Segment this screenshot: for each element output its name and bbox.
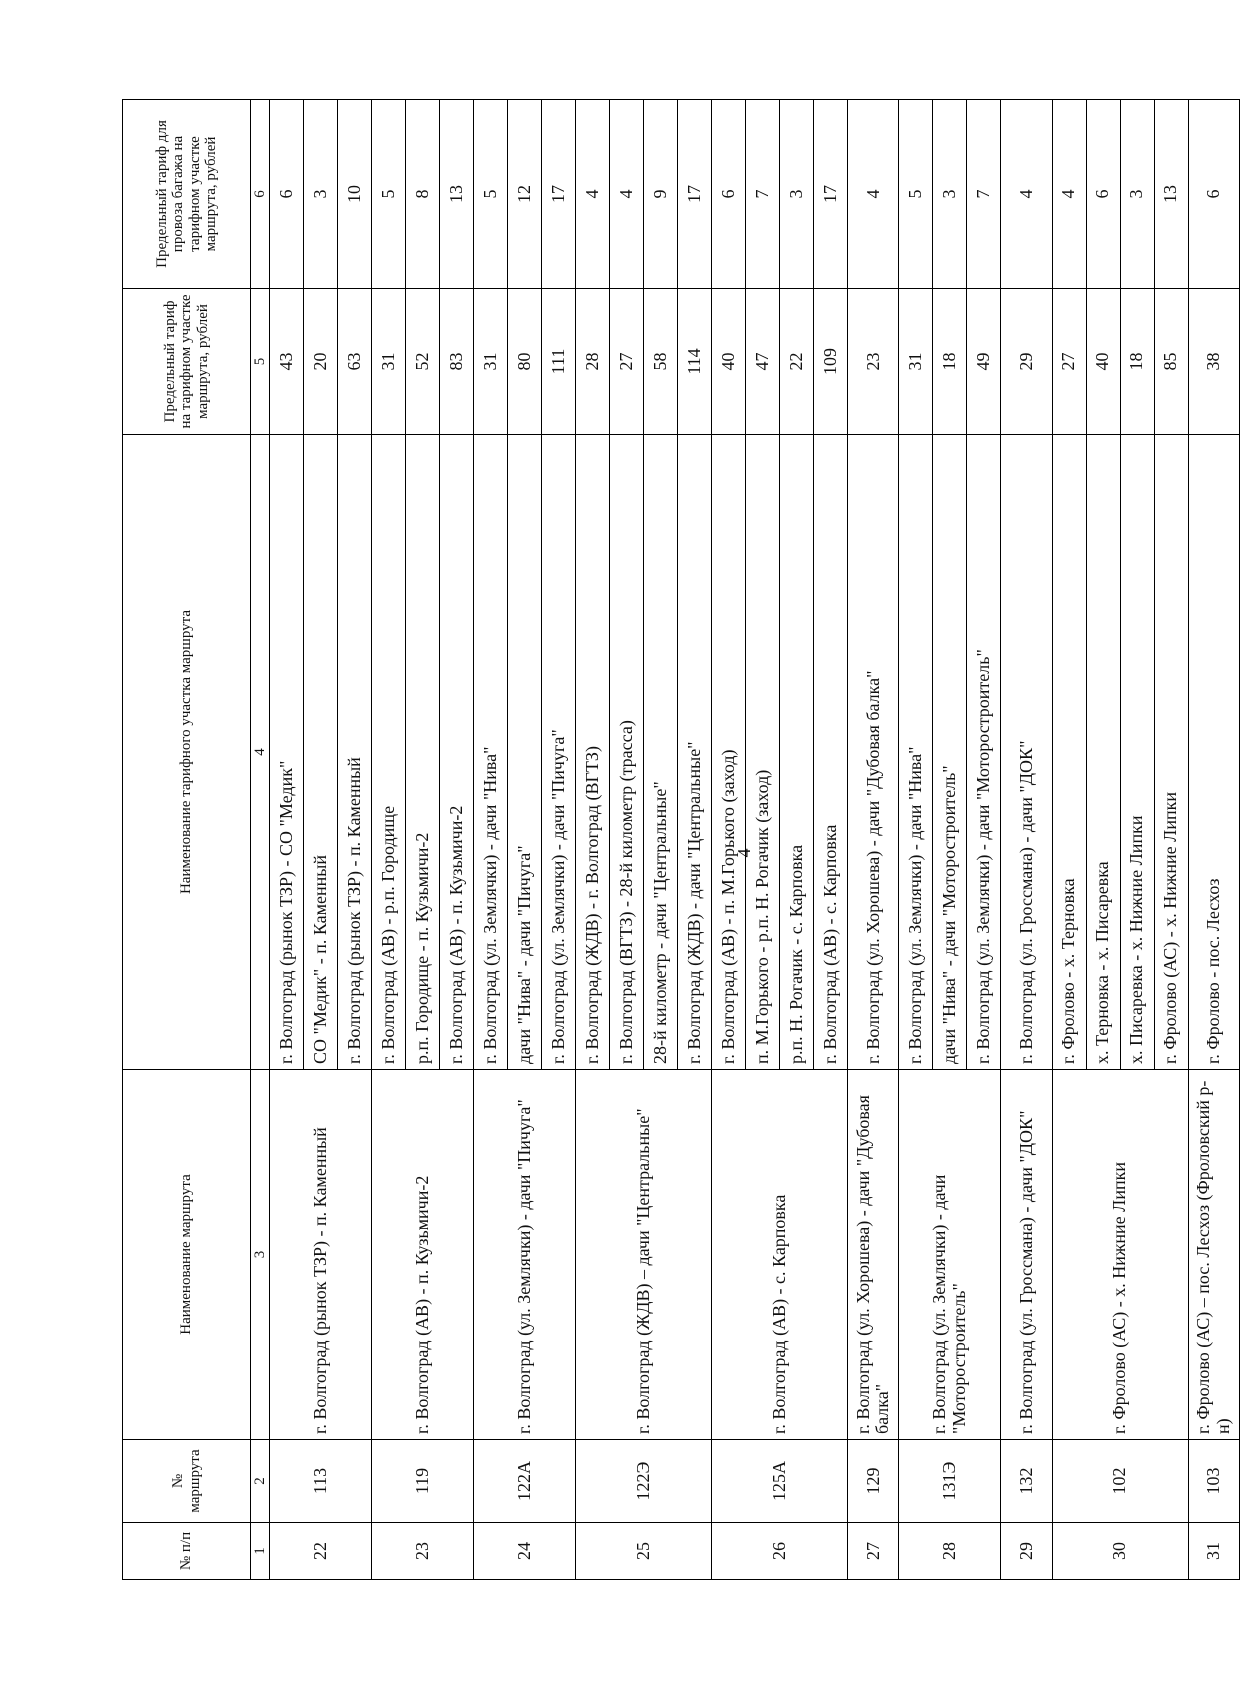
segment-name: г. Волгоград (рынок ТЗР) - п. Каменный: [338, 435, 372, 1070]
segment-baggage-fare: 4: [1052, 100, 1086, 289]
segment-baggage-fare: 6: [1086, 100, 1120, 289]
route-number: 131Э: [899, 1440, 1001, 1523]
route-number: 122Э: [576, 1440, 712, 1523]
segment-name: г. Фролово (АС) - х. Нижние Липки: [1154, 435, 1188, 1070]
segment-fare: 63: [338, 289, 372, 435]
route-name: г. Волгоград (ул. Гроссмана) - дачи "ДОК": [1001, 1070, 1052, 1440]
column-number-row: [251, 100, 270, 1580]
segment-baggage-fare: 17: [542, 100, 576, 289]
segment-name: г. Волгоград (АВ) - п. Кузьмичи-2: [440, 435, 474, 1070]
segment-name: г. Фролово - пос. Лесхоз: [1188, 435, 1239, 1070]
header-row-number: № п/п: [123, 1523, 251, 1580]
row-number: 29: [1001, 1523, 1052, 1580]
segment-baggage-fare: 13: [1154, 100, 1188, 289]
row-number: 28: [899, 1523, 1001, 1580]
row-number: 25: [576, 1523, 712, 1580]
segment-name: СО "Медик" - п. Каменный: [304, 435, 338, 1070]
segment-name: п. М.Горького - р.п. Н. Рогачик (заход): [746, 435, 780, 1070]
segment-fare: 49: [967, 289, 1001, 435]
segment-name: г. Волгоград (ул. Землячки) - дачи "Моторостроитель": [967, 435, 1001, 1070]
segment-baggage-fare: 7: [746, 100, 780, 289]
route-name: г. Волгоград (АВ) - п. Кузьмичи-2: [372, 1070, 474, 1440]
segment-baggage-fare: 6: [270, 100, 304, 289]
segment-name: г. Волгоград (АВ) - п. М.Горького (заход): [712, 435, 746, 1070]
route-name: г. Волгоград (рынок ТЗР) - п. Каменный: [270, 1070, 372, 1440]
segment-name: г. Волгоград (ВГТЗ) - 28-й километр (трасса): [610, 435, 644, 1070]
header-route-number: № маршрута: [123, 1440, 251, 1523]
segment-name: г. Волгоград (ЖДВ) - г. Волгоград (ВГТЗ): [576, 435, 610, 1070]
segment-baggage-fare: 3: [304, 100, 338, 289]
segment-baggage-fare: 7: [967, 100, 1001, 289]
route-number: 132: [1001, 1440, 1052, 1523]
route-number: 119: [372, 1440, 474, 1523]
table-row: [474, 100, 508, 1580]
segment-baggage-fare: 4: [610, 100, 644, 289]
segment-baggage-fare: 13: [440, 100, 474, 289]
column-number: 6: [251, 100, 270, 289]
header-fare: Предельный тариф на тарифном участке маршрута, рублей: [123, 289, 251, 435]
table-body: [251, 100, 1240, 1580]
header-baggage-fare: Предельный тариф для провоза багажа на тарифном участке маршрута, рублей: [123, 100, 251, 289]
segment-fare: 85: [1154, 289, 1188, 435]
segment-baggage-fare: 9: [644, 100, 678, 289]
segment-name: г. Фролово - х. Терновка: [1052, 435, 1086, 1070]
row-number: 31: [1188, 1523, 1239, 1580]
route-number: 113: [270, 1440, 372, 1523]
segment-fare: 109: [814, 289, 848, 435]
header-route-name: Наименование маршрута: [123, 1070, 251, 1440]
route-number: 129: [848, 1440, 899, 1523]
segment-fare: 27: [610, 289, 644, 435]
row-number: 24: [474, 1523, 576, 1580]
segment-baggage-fare: 6: [712, 100, 746, 289]
table-row: [372, 100, 406, 1580]
column-number: 4: [251, 435, 270, 1070]
route-number: 122А: [474, 1440, 576, 1523]
route-name: г. Волгоград (ЖДВ) – дачи "Центральные": [576, 1070, 712, 1440]
segment-baggage-fare: 17: [678, 100, 712, 289]
segment-name: г. Волгоград (ул. Гроссмана) - дачи "ДОК": [1001, 435, 1052, 1070]
segment-name: г. Волгоград (ул. Хорошева) - дачи "Дубовая балка": [848, 435, 899, 1070]
segment-baggage-fare: 5: [474, 100, 508, 289]
route-number: 125А: [712, 1440, 848, 1523]
segment-fare: 38: [1188, 289, 1239, 435]
table-row: [848, 100, 899, 1580]
segment-fare: 31: [372, 289, 406, 435]
table-row: [899, 100, 933, 1580]
row-number: 26: [712, 1523, 848, 1580]
segment-baggage-fare: 4: [576, 100, 610, 289]
segment-name: 28-й километр - дачи "Центральные": [644, 435, 678, 1070]
route-number: 103: [1188, 1440, 1239, 1523]
segment-fare: 27: [1052, 289, 1086, 435]
column-number: 3: [251, 1070, 270, 1440]
segment-name: г. Волгоград (АВ) - с. Карповка: [814, 435, 848, 1070]
route-name: г. Волгоград (ул. Хорошева) - дачи "Дубовая балка": [848, 1070, 899, 1440]
segment-fare: 20: [304, 289, 338, 435]
segment-baggage-fare: 4: [1001, 100, 1052, 289]
segment-fare: 31: [899, 289, 933, 435]
segment-fare: 83: [440, 289, 474, 435]
segment-baggage-fare: 12: [508, 100, 542, 289]
segment-fare: 80: [508, 289, 542, 435]
segment-name: р.п. Н. Рогачик - с. Карповка: [780, 435, 814, 1070]
segment-fare: 40: [712, 289, 746, 435]
segment-fare: 58: [644, 289, 678, 435]
segment-name: г. Волгоград (АВ) - р.п. Городище: [372, 435, 406, 1070]
segment-fare: 111: [542, 289, 576, 435]
segment-baggage-fare: 5: [372, 100, 406, 289]
segment-fare: 22: [780, 289, 814, 435]
row-number: 23: [372, 1523, 474, 1580]
segment-fare: 43: [270, 289, 304, 435]
segment-name: г. Волгоград (рынок ТЗР) - СО "Медик": [270, 435, 304, 1070]
segment-fare: 18: [1120, 289, 1154, 435]
tariff-table: [122, 99, 1240, 1580]
segment-name: г. Волгоград (ул. Землячки) - дачи "Пичуга": [542, 435, 576, 1070]
segment-baggage-fare: 6: [1188, 100, 1239, 289]
segment-fare: 40: [1086, 289, 1120, 435]
table-row: [1001, 100, 1052, 1580]
segment-fare: 47: [746, 289, 780, 435]
segment-baggage-fare: 10: [338, 100, 372, 289]
segment-name: г. Волгоград (ул. Землячки) - дачи "Нива": [899, 435, 933, 1070]
row-number: 27: [848, 1523, 899, 1580]
route-name: г. Волгоград (ул. Землячки) - дачи "Пичуга": [474, 1070, 576, 1440]
segment-name: г. Волгоград (ЖДВ) - дачи "Центральные": [678, 435, 712, 1070]
segment-baggage-fare: 5: [899, 100, 933, 289]
segment-fare: 52: [406, 289, 440, 435]
route-name: г. Волгоград (ул. Землячки) - дачи "Моторостроитель": [899, 1070, 1001, 1440]
segment-baggage-fare: 17: [814, 100, 848, 289]
table-row: [1052, 100, 1086, 1580]
route-name: г. Фролово (АС) - х. Нижние Липки: [1052, 1070, 1188, 1440]
page-number: 4: [734, 848, 754, 858]
segment-baggage-fare: 3: [1120, 100, 1154, 289]
segment-name: х. Терновка - х. Писаревка: [1086, 435, 1120, 1070]
segment-fare: 29: [1001, 289, 1052, 435]
route-name: г. Фролово (АС) – пос. Лесхоз (Фроловский р-н): [1188, 1070, 1239, 1440]
row-number: 22: [270, 1523, 372, 1580]
column-number: 1: [251, 1523, 270, 1580]
segment-baggage-fare: 3: [933, 100, 967, 289]
segment-name: дачи "Нива" - дачи "Пичуга": [508, 435, 542, 1070]
segment-name: х. Писаревка - х. Нижние Липки: [1120, 435, 1154, 1070]
tariff-table-container: [122, 100, 1240, 1580]
route-number: 102: [1052, 1440, 1188, 1523]
segment-fare: 23: [848, 289, 899, 435]
row-number: 30: [1052, 1523, 1188, 1580]
segment-fare: 114: [678, 289, 712, 435]
segment-fare: 18: [933, 289, 967, 435]
segment-name: г. Волгоград (ул. Землячки) - дачи "Нива": [474, 435, 508, 1070]
segment-baggage-fare: 8: [406, 100, 440, 289]
column-number: 2: [251, 1440, 270, 1523]
segment-baggage-fare: 4: [848, 100, 899, 289]
table-row: [1188, 100, 1239, 1580]
segment-baggage-fare: 3: [780, 100, 814, 289]
table-row: [712, 100, 746, 1580]
segment-fare: 31: [474, 289, 508, 435]
segment-name: дачи "Нива" - дачи "Моторостроитель": [933, 435, 967, 1070]
table-row: [576, 100, 610, 1580]
segment-fare: 28: [576, 289, 610, 435]
column-number: 5: [251, 289, 270, 435]
table-row: [270, 100, 304, 1580]
route-name: г. Волгоград (АВ) - с. Карповка: [712, 1070, 848, 1440]
header-segment-name: Наименование тарифного участка маршрута: [123, 435, 251, 1070]
segment-name: р.п. Городище - п. Кузьмичи-2: [406, 435, 440, 1070]
